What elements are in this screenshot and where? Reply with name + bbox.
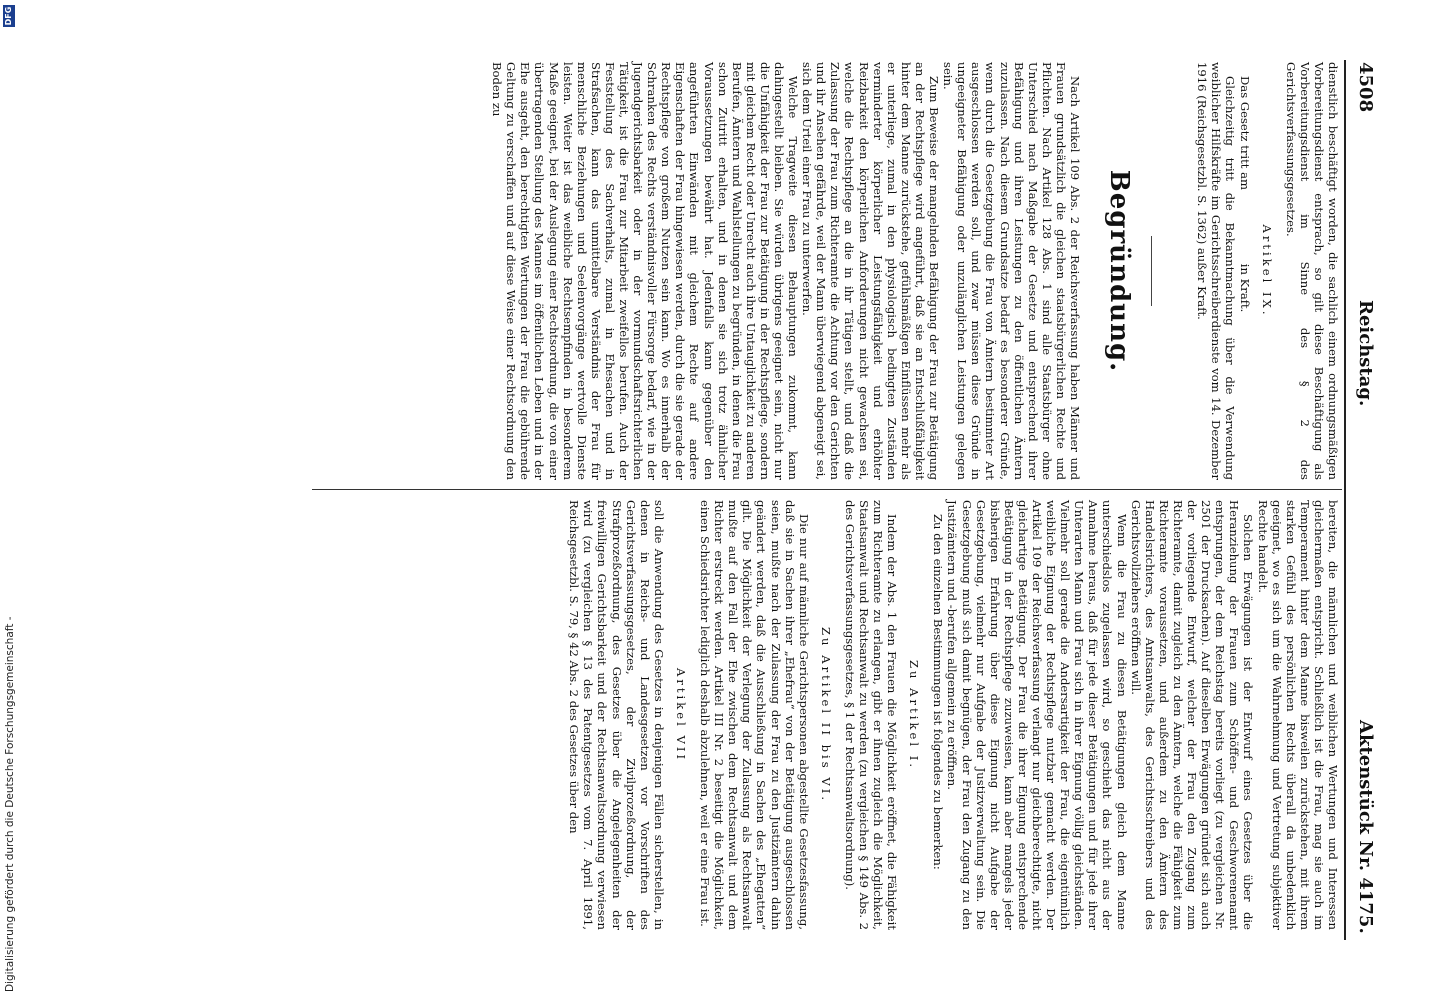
- paragraph: Welche Tragweite diesen Behauptungen zukommt, kann dahingestellt bleiben. Sie würden übrigens geeignet sein, nicht nur die Unfähigkeit der Frau zur Betätigung in der Rechtspflege, sondern mit gleichem Recht oder Unrecht auch ihre Untauglichkeit zu anderen Berufen, Ämtern und Wahlstellungen zu begründen, in denen die Frau schon Zutritt erhalten, und in denen sie sich trotz ähnlicher Voraussetzungen bewährt hat. Jedenfalls kann gegenüber den angeführten Einwänden mit gleichem Rechte auf andere Eigenschaften der Frau hingewiesen werden, durch die sie gerade der Rechtspflege von großem Nutzen sein kann. Wo es innerhalb der Schranken des Rechts verständnisvoller Fürsorge bedarf, wie in der Jugendgerichtsbarkeit oder in der vormundschaftsrichterlichen Tätigkeit, ist die Frau zur Mitarbeit zweifellos berufen. Auch der Feststellung des Sachverhalts, zumal in Ehesachen und in Strafsachen, kann das unmittelbare Verständnis der Frau für menschliche Beziehungen und Seelenvorgänge wertvolle Dienste leisten. Weiter ist das weibliche Rechtsempfinden in besonderem Maße geeignet, bei der Auslegung einer Rechtsordnung, die von einer übertragenden Stellung des Mannes im öffentlichen Leben und in der Ehe ausgeht, den berechtigten Wertungen der Frau die gebührende Geltung zu verschaffen und auf diese Weise einer Rechtsordnung den Boden zu: [490, 62, 801, 480]
- paragraph: Gleichzeitig tritt die Bekanntmachung über die Verwendung weiblicher Hilfskräfte im Gerichtsschreiberdienste vom 14. Dezember 1916 (Reichsgesetzbl. S. 1362) außer Kraft.: [1195, 62, 1238, 480]
- article-heading: Artikel VII: [673, 667, 688, 763]
- separator-rule: [1151, 236, 1152, 306]
- article-heading: Zu Artikel I.: [907, 659, 922, 771]
- article-heading: Artikel IX.: [1259, 224, 1274, 318]
- footer-strip: [0, 0, 20, 1000]
- paragraph: dienstlich beschäftigt worden, die sachlich einem ordnungsmäßigen Vorbereitungsdienst entsprach, so gilt diese Beschäftigung als Vorbereitungsdienst im Sinne des § 2 des Gerichtsverfassungsgesetzes.: [1283, 62, 1340, 480]
- page-number: 4508: [1355, 62, 1376, 113]
- paragraph: Solchen Erwägungen ist der Entwurf eines Gesetzes über die Heranziehung der Frauen zum Schöffen- und Geschworenenamt entsprungen, der dem Reichstag bereits vorliegt (zu vergleichen Nr. 2501 der Drucksachen). Auf dieselben Erwägungen gründet sich auch der vorliegende Entwurf, welcher der Frau den Zugang zum Richteramte, damit zugleich zu den Ämtern, welche die Fähigkeit zum Richteramte voraussetzen, und außerdem zu den Ämtern des Handelsrichters, des Amtsanwalts, des Gerichtsschreibers und des Gerichtsvollziehers eröffnen will.: [1128, 500, 1256, 930]
- section-title: Begründung.: [1104, 169, 1134, 373]
- paragraph: Zum Beweise der mangelnden Befähigung der Frau zur Betätigung an der Rechtspflege wird angeführt, daß sie an Entschlußfähigkeit hinter dem Manne zurückstehe, gefühlsmäßigen Einflüssen mehr als er unterliege, zumal in den physiologisch bedingten Zuständen verminderter körperlicher Leistungsfähigkeit und erhöhter Reizbarkeit den körperlichen Anforderungen nicht gewachsen sei, welche die Rechtspflege an die in ihr Tätigen stellt, und daß die Zulassung der Frau zum Richteramte die Achtung vor den Gerichten und ihr Ansehen gefährde, weil der Mann überwiegend abgeneigt sei, sich dem Urteil einer Frau zu unterwerfen.: [800, 62, 942, 480]
- document-number: Aktenstück Nr. 4175.: [1355, 720, 1376, 934]
- paragraph: Wenn die Frau zu diesen Betätigungen gleich dem Manne unterschiedslos zugelassen wird, so geschieht das nicht aus der Annahme heraus, daß für jede dieser Betätigungen und für jede ihrer Unterarten Mann und Frau sich in ihrer Eignung völlig gleichständen. Vielmehr soll gerade die Andersartigkeit der Frau, die eigentümlich weibliche Eignung der Rechtspflege nutzbar gemacht werden. Der Artikel 109 der Reichsverfassung verlangt nur gleichberechtigte, nicht gleichartige Betätigung. Der Frau die ihrer Eignung entsprechende Betätigung in der Rechtspflege zuzuweisen, kann aber mangels jeder bisherigen Erfahrung über diese Eignung nicht Aufgabe der Gesetzgebung, vielmehr nur Aufgabe der Justizverwaltung sein. Die Gesetzgebung muß sich damit begnügen, der Frau den Zugang zu den Justizämtern und -berufen allgemein zu eröffnen.: [945, 500, 1129, 930]
- publication-name: Reichstag.: [1355, 300, 1376, 407]
- left-column-body: [490, 62, 1082, 480]
- column-divider: [312, 489, 1342, 490]
- paragraph: Nach Artikel 109 Abs. 2 der Reichsverfassung haben Männer und Frauen grundsätzlich die gleichen staatsbürgerlichen Rechte und Pflichten. Nach Artikel 128 Abs. 1 sind alle Staatsbürger ohne Unterschied nach Maßgabe der Gesetze und entsprechend ihrer Befähigung und ihren Leistungen zu den öffentlichen Ämtern zuzulassen. Nach diesem Grundsatze bedarf es besonderer Gründe, wenn durch die Gesetzgebung die Frau von Ämtern bestimmter Art ausgeschlossen werden soll, und zwar müssen diese Gründe in ungeeigneter Befähigung oder unzulänglichen Leistungen gelegen sein.: [941, 62, 1082, 480]
- paragraph: Das Gesetz tritt am in Kraft.: [1237, 76, 1252, 313]
- paragraph: Zu den einzelnen Bestimmungen ist folgendes zu bemerken:: [931, 514, 946, 870]
- paragraph: Die nur auf männliche Gerichtspersonen abgestellte Gesetzesfassung, daß sie in Sachen ihrer „Ehefrau“ von der Betätigung ausgeschlossen seien, mußte nach der Zulassung der Frau zu den Justizämtern dahin geändert werden, daß die Ausschließung in Sachen des „Ehegatten“ gilt. Die Möglichkeit der Verlegung der Zulassung als Rechtsanwalt mußte auf den Fall der Ehe zwischen dem Rechtsanwalt und dem Richter erstreckt werden. Artikel III Nr. 2 beseitigt die Möglichkeit, einen Schiedsrichter lediglich deshalb abzulehnen, weil er eine Frau ist.: [698, 500, 811, 930]
- article-heading: Zu Artikel II bis VI.: [818, 626, 833, 804]
- right-column: [567, 500, 1340, 930]
- dfg-logo: DFG: [4, 6, 13, 26]
- header-rule: [1344, 60, 1346, 940]
- paragraph: Indem der Abs. 1 den Frauen die Möglichkeit eröffnet, die Fähigkeit zum Richteramte zu erlangen, gibt er ihnen zugleich die Möglichkeit, Staatsanwalt und Rechtsanwalt zu werden (zu vergleichen § 149 Abs. 2 des Gerichtsverfassungsgesetzes, § 1 der Rechtsanwaltsordnung).: [842, 500, 900, 930]
- left-column-top: [1195, 62, 1340, 480]
- paragraph: soll die Anwendung des Gesetzes in denjenigen Fällen sicherstellen, in denen in Reichs- und Landesgesetzen vor Vorschriften des Gerichtsverfassungsgesetzes, der Zivilprozeßordnung, der Strafprozeßordnung, des Gesetzes über die Angelegenheiten der freiwilligen Gerichtsbarkeit und der Rechtsanwaltsordnung verwiesen wird (zu vergleichen § 13 des Patentgesetzes vom 7. April 1891, Reichsgesetzbl. S. 79, § 42 Abs. 2 des Gesetzes über den: [567, 500, 666, 930]
- paragraph: bereiten, die männlichen und weiblichen Wertungen und Interessen gleichermaßen entspricht. Schließlich ist die Frau, mag sie auch im Temperament hinter dem Manne bisweilen zurückstehen, mit ihrem starken Gefühl des persönlichen Rechts überall da unbedenklich geeignet, wo es sich um die Wahrnehmung und Vertretung subjektiver Rechte handelt.: [1255, 500, 1340, 930]
- footer-text: Digitalisierung gefördert durch die Deutsche Forschungsgemeinschaft -: [4, 616, 16, 992]
